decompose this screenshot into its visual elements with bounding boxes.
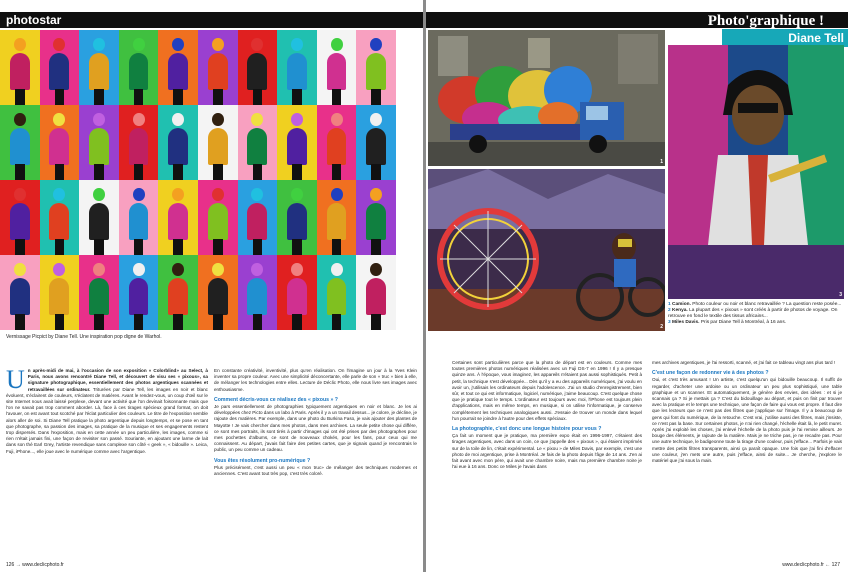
page-title-block — [707, 13, 844, 47]
caption-head: Miles Davis. — [672, 320, 700, 325]
mosaic-tile — [317, 105, 357, 180]
column-4-paragraph: mes archives argentiques, je l'ai ressorti, scanné, et j'ai fait ce tableau vingt ans plus tard ! — [652, 360, 836, 365]
mosaic-tile — [40, 105, 80, 180]
caption-3 — [668, 320, 846, 326]
mosaic-tile — [158, 180, 198, 255]
column-2-paragraph: En constante créativité, inventivité, plus qu'en réalisation. On l'imagine un jour à la Yves Klein inventer sa propre couleur. Avec une simplicité déconcertante, elle parle de son « truc » bien à elle, de mélanger les technologies entre elles. Lecture de Déclic Photo, elle nous livre ses images avec enthousiasme. — [214, 368, 417, 392]
column-2 — [214, 368, 417, 560]
mosaic-tile — [158, 30, 198, 105]
section-label: photostar — [6, 13, 62, 27]
caption-text: La plupart des « pixous » sont créés à partir de photos de voyage. On retrouve en fond le textile des tissus africains... — [668, 308, 838, 319]
question-heading: Vous êtes résolument pro-numérique ? — [214, 457, 311, 464]
mosaic-tile — [277, 30, 317, 105]
page-folio: 126 → www.declicphoto.fr — [6, 562, 64, 568]
mosaic-tile — [277, 180, 317, 255]
column-4-paragraph: Oui, et c'est très amusant ! Un artiste, c'est quelqu'un qui bidouille beaucoup. Il suffit de regarder, d'acheter une ardoise ou un ordinateur un peu plus sophistiqué, une table graphique et un scanner. Et automatiquement, je génère des envies, des idées : et si je scannais ça ? Si je mettais ça ? C'est du bidouillage au départ, et puis on finit par trouver avec la pratique et le temps une technique, une façon de faire qui vous est propre. Il faut dire que les lecteurs que ce n'est pas des filtres que j'applique sur l'image. Il y a beaucoup de gens qui font du numérique, de la retouche. C'est vrai, j'utilise aussi des filtres, mais j'insiste, ce n'est pas la base. Sur certaines photos, je n'ai rien changé, l'échelle était là, le petit muret. Après j'ai exploité les choses, j'ai enlevé l'échelle de la photo puis je l'ai remise ailleurs. Je bouge des éléments, je rajoute de la matière. Mais je ne triche pas, je ne recadre pas. Pour une autre technique, le badigeonne toute la tirage d'une couleur, puis j'efface... Parfois je vais mettre des petits filtres transparents, ainsi ça paraît opaque. Une fois que j'ai fini d'effacer une couleur, j'en mets une autre, puis j'efface, ainsi de suite... Je cherche, j'explore le matériel que j'ai sous la main. — [652, 377, 842, 464]
photo-number: 3 — [839, 292, 842, 298]
mosaic-tile — [198, 105, 238, 180]
mosaic-tile — [79, 255, 119, 330]
mosaic-tile — [277, 105, 317, 180]
mosaic-tile — [158, 105, 198, 180]
truck-photo — [428, 30, 665, 166]
photo-captions — [668, 302, 846, 326]
left-page — [0, 0, 423, 572]
mosaic-tile — [0, 30, 40, 105]
mosaic-tile — [198, 180, 238, 255]
caption-2 — [668, 308, 846, 320]
column-2-paragraph: Je pars essentiellement de photographies typiquement argentiques en noir et blanc. Je les ai développées chez Picto dans un labo à Paris. Après il y a un travail dessus... je colore, je décline, je rajoute des matières. Par exemple, dans une photo du Burkina Faso, je vais ajouter des plantes de Mayotte ! Je vais chercher dans mes photos, dans mes archives. La seule petite chose qui diffère, ce sont mes portraits, ils sont tirés à partir d'images qui ont été prises par des photographes pour mes pochettes d'albums, ce sont de nouveaux chokés, pour les fans, pour ceux qui me connaissent. Au départ, j'avais fait faire des petites cartes, que je signais quand je rencontrais le public, un peu comme un cadeau. — [214, 404, 417, 453]
mosaic-tile — [0, 255, 40, 330]
mosaic-tile — [356, 255, 396, 330]
question-heading: C'est une façon de redonner vie à des photos ? — [652, 370, 769, 377]
mosaic-tile — [238, 180, 278, 255]
mosaic-tile — [0, 180, 40, 255]
mosaic-tile — [158, 255, 198, 330]
caption-number: 3 — [668, 320, 671, 325]
mosaic-tile — [79, 30, 119, 105]
page-subtitle: Diane Tell — [722, 29, 848, 47]
photo-number: 1 — [660, 159, 663, 165]
caption-head: Camion. — [672, 302, 691, 307]
column-3 — [452, 360, 642, 560]
caption-head: Kenya. — [672, 308, 688, 313]
mosaic-tile — [198, 30, 238, 105]
caption-number: 2 — [668, 308, 671, 313]
mosaic-tile — [119, 255, 159, 330]
column-1 — [6, 368, 208, 560]
mosaic-tile — [238, 105, 278, 180]
mosaic-tile — [356, 105, 396, 180]
question-heading: Comment décris-vous ce réalisez des « pixous » ? — [214, 396, 338, 403]
page-title: Photo'graphique ! — [707, 13, 824, 29]
mosaic-tile — [317, 255, 357, 330]
mosaic-tile — [277, 255, 317, 330]
caption-text: Pris par Diane Tell à Montréal, à 16 ans. — [700, 320, 787, 325]
column-3-paragraph: Certaines sont particulières parce que la photo de départ est en couleurs. Comme mes toutes premières photos numériques réalisées avec un Fuji DS-7 en 1996 ! Il y a presque quinze ans. À l'époque, vous imaginez, les appareils n'étaient pas aussi sophistiqués. Petit à petit, la technique s'est développée... Dès qu'il y a eu des appareils numériques, j'ai voulu en avoir un, j'utilisais les ordinateurs depuis l'adolescence. J'ai un studio d'enregistrement, bien sûr, et tout ce qui est informatique, logiciel, numérique, j'aime beaucoup. C'est quelque chose que je pratique tout le temps. L'ordinateur est toujours avec moi, l'iPhone est toujours plein d'applications, mais en même temps, en musique, si on utilise l'informatique, je conserve complètement les techniques analogiques aussi. J'essaie de trouver un monde dans lequel l'un pourrait se joindre à l'autre pour des effets spéciaux. — [452, 360, 642, 421]
column-3-paragraph: Ça fait un moment que je pratique, ma première expo était en 1996-1997, c'étaient des tirages argentiques, avec dans un coin, ce que j'appelle des « pixous », qui étaient imprimés sur de la toile de lin, c'était expérimental. Le « pixou » de Miles Davis, par exemple, c'est une photo de moi argentique, prise à Montréal. Je fais de la photo depuis l'âge de 14 ans. J'en ai fait avant avec mon père, qui avait une chambre noire, mais ma première chambre noire je l'ai eue à 16 ans. Donc ce Miles je l'avais dans — [452, 433, 642, 470]
photo-number: 2 — [660, 324, 663, 330]
column-2-paragraph: Plus précisément, c'est aussi un peu « mon truc» de mélanger des techniques modernes et anciennes. C'est avant tout très pop, c'est très coloré. — [214, 464, 417, 477]
mosaic-tile — [317, 180, 357, 255]
kenya-bicycle-photo — [428, 169, 665, 331]
mosaic-tile — [238, 30, 278, 105]
right-page — [426, 0, 848, 572]
mosaic-tile — [40, 180, 80, 255]
mosaic-tile — [198, 255, 238, 330]
page-folio: www.declicphoto.fr ← 127 — [782, 562, 840, 568]
caption-text: Photo couleur ou noir et blanc retravaillée ? La question reste posée... — [692, 302, 842, 307]
article-lede: n après-midi de mai, à l'occasion de son exposition « Colorblind» au Select, à Paris, nous avons rencontré Diane Tell, et découvert de visu ses « pixous», sa signature photographique, essentiellement des photos argentiques scannées et retravaillées sur ordinateur. — [27, 368, 208, 392]
mosaic-tile — [40, 30, 80, 105]
miles-davis-photo — [668, 45, 844, 299]
mosaic-tile — [356, 30, 396, 105]
mosaic-tile — [356, 180, 396, 255]
section-header — [0, 12, 423, 28]
dropcap: U — [6, 368, 25, 394]
warhol-mosaic-photo — [0, 30, 396, 330]
mosaic-tile — [317, 30, 357, 105]
column-4 — [652, 360, 842, 560]
mosaic-tile — [40, 255, 80, 330]
mosaic-tile — [0, 105, 40, 180]
mosaic-tile — [119, 180, 159, 255]
column-1-body: Triturées par Diane Tell, les images en noir et blanc évoluent, s'éclairent de couleurs, s'éclatent de matières. Avant le rendez-vous, un coup d'œil sur le site Internet nous avait laissé perplexe, devant une activité que l'on devinait foisonnante mais que l'on ne savait pas trop comment aborder. Là, face à ces tirages spécieux grand format, on doit l'avouer, on est avant tout scotché par l'éclat particulier des couleurs. Le titre de l'exposition semble alors aller de soi. Si Diane Tell pratique la photo argentique depuis longtemps, et se pose en tant que photographe, sa passion des images, sa pratique de la musique et ses engagements restent trop dispersés. Dans l'exposition, mais en cette année un peu particulière, les images, comme si rien n'était jamais fini, une façon de revisiter son passé. Souriante, en ajoutant une larme de lait dans son thé Earl Grey, l'artiste revendique sans complexe son côté « geek », « bidouille ». Leica, Fuji, iPhone..., elle joue avec le numérique comme avec l'argentique. — [6, 386, 208, 454]
mosaic-tile — [119, 105, 159, 180]
mosaic-tile — [79, 180, 119, 255]
caption-number: 1 — [668, 302, 671, 307]
mosaic-caption: Vernissage Picpict by Diane Tell. Une inspiration pop digne de Warhol. — [6, 334, 162, 340]
question-heading: La photographie, c'est donc une longue histoire pour vous ? — [452, 426, 602, 433]
mosaic-tile — [238, 255, 278, 330]
mosaic-tile — [119, 30, 159, 105]
mosaic-tile — [79, 105, 119, 180]
